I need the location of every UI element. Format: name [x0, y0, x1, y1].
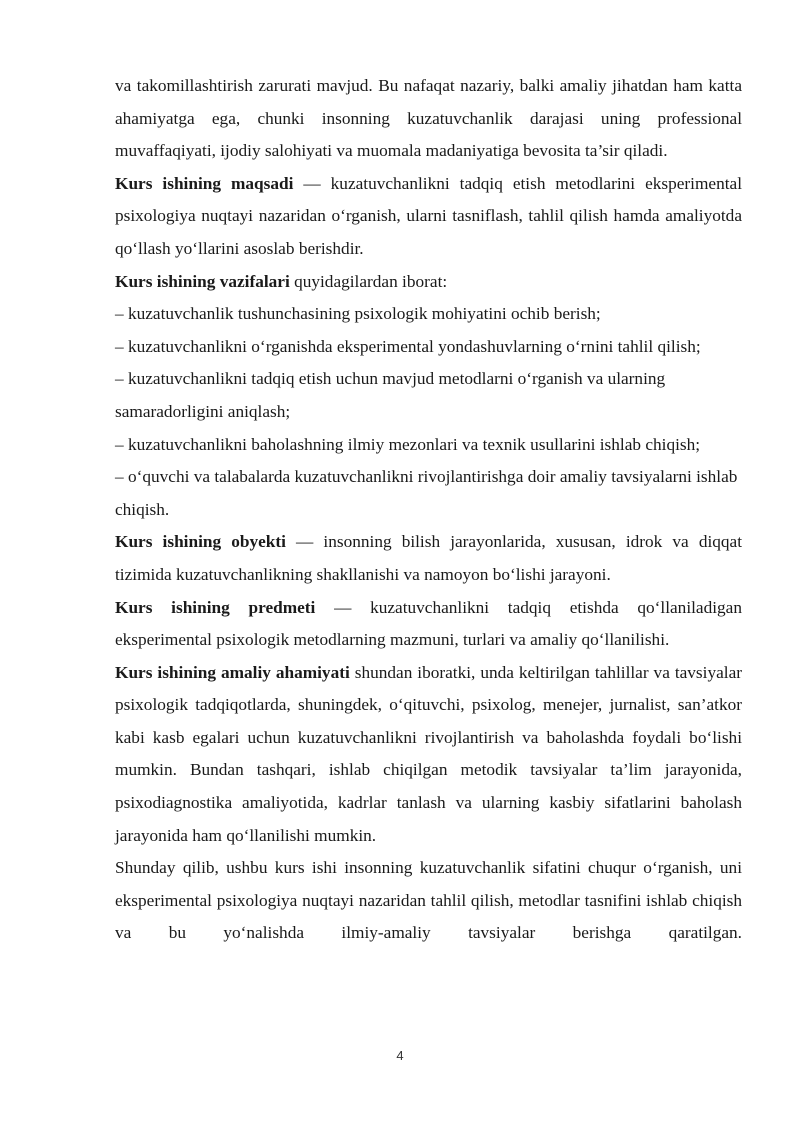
tasks-heading: Kurs ishining vazifalari: [115, 271, 290, 291]
intro-paragraph: va takomillashtirish zarurati mavjud. Bu nafaqat nazariy, balki amaliy jihatdan ham katta ahamiyatga ega, chunki insonning kuzatuvchanlik darajasi uning professional muvaffaqiyati, ijodiy salohiyati va muomala madaniyatiga bevosita ta’sir qiladi.: [115, 76, 742, 161]
tasks-paragraph: [115, 266, 742, 299]
document-page: [115, 70, 742, 950]
tasks-text: quyidagilardan iborat:: [289, 271, 448, 291]
list-item: – kuzatuvchanlikni o‘rganishda eksperimental yondashuvlarning o‘rnini tahlil qilish;: [115, 336, 701, 356]
goal-text: — kuzatuvchanlikni tadqiq etish metodlarini eksperimental psixologiya nuqtayi nazaridan o‘rganish, ularni tasniflash, tahlil qilish hamda amaliyotda qo‘llash yo‘llarini asoslab berishdir.: [115, 173, 743, 258]
list-item: – kuzatuvchanlikni tadqiq etish uchun mavjud metodlarni o‘rganish va ularning samaradorligini aniqlash;: [115, 369, 666, 421]
significance-paragraph: [115, 657, 742, 853]
subject-paragraph: [115, 592, 742, 657]
object-heading: Kurs ishining obyekti: [115, 532, 286, 552]
subject-text: — kuzatuvchanlikni tadqiq etishda qo‘llaniladigan eksperimental psixologik metodlarning mazmuni, turlari va amaliy qo‘llanilishi.: [115, 597, 742, 650]
conclusion-paragraph: Shunday qilib, ushbu kurs ishi insonning kuzatuvchanlik sifatini chuqur o‘rganish, uni eksperimental psixologiya nuqtayi nazaridan tahlil qilish, metodlar tasnifini ishlab chiqish va bu yo‘nalishda ilmiy-amaliy tavsiyalar berishga qaratilgan.: [115, 858, 742, 943]
list-item: – o‘quvchi va talabalarda kuzatuvchanlikni rivojlantirishga doir amaliy tavsiyalarni ishlab chiqish.: [115, 467, 738, 519]
list-item: – kuzatuvchanlik tushunchasining psixologik mohiyatini ochib berish;: [115, 304, 601, 324]
subject-heading: Kurs ishining predmeti: [115, 597, 316, 617]
goal-heading: Kurs ishining maqsadi: [115, 173, 294, 193]
goal-paragraph: [115, 168, 742, 266]
object-text: — insonning bilish jarayonlarida, xususan, idrok va diqqat tizimida kuzatuvchanlikning shakllanishi va namoyon bo‘lishi jarayoni.: [115, 532, 743, 584]
significance-text: shundan iboratki, unda keltirilgan tahlillar va tavsiyalar psixologik tadqiqotlarda, shuningdek, o‘qituvchi, psixolog, menejer, jurnalist, san’atkor kabi kasb egalari uchun kuzatuvchanlikni rivojlantirish va baholashda foydali bo‘lishi mumkin. Bundan tashqari, ishlab chiqilgan metodik tavsiyalar ta’lim jarayonida, psixodiagnostika amaliyotida, kadrlar tanlash va ularning kasbiy sifatlarini baholash jarayonida ham qo‘llanilishi mumkin.: [115, 662, 743, 845]
significance-heading: Kurs ishining amaliy ahamiyati: [115, 662, 350, 682]
object-paragraph: [115, 526, 742, 591]
page-number: 4: [396, 1048, 404, 1063]
list-item: – kuzatuvchanlikni baholashning ilmiy mezonlari va texnik usullarini ishlab chiqish;: [115, 434, 701, 454]
